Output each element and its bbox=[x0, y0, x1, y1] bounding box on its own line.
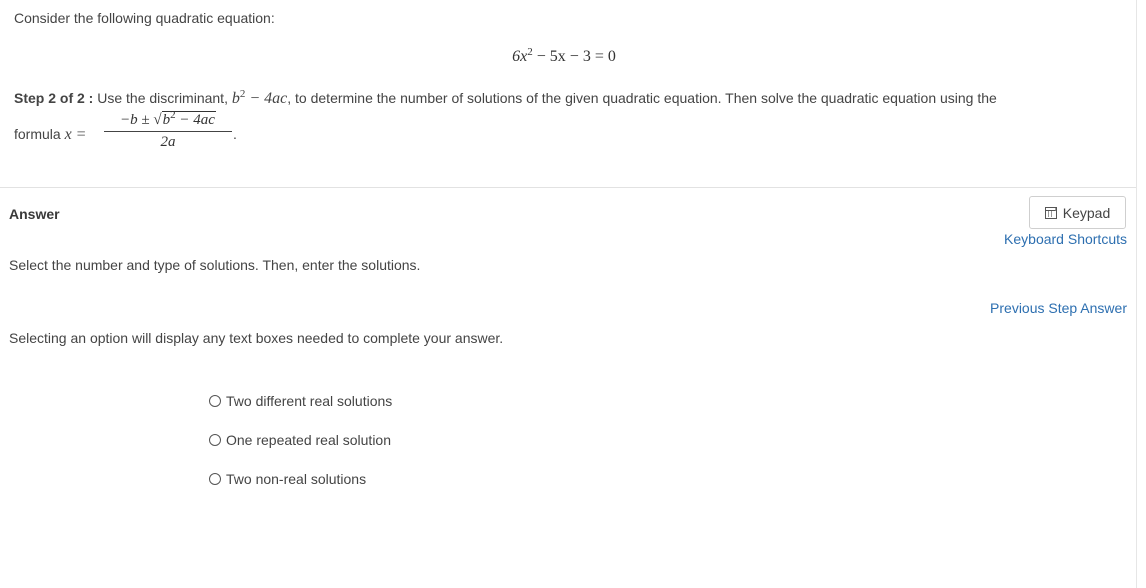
option-label: Two non-real solutions bbox=[226, 471, 367, 487]
radicand-rest: − 4ac bbox=[175, 112, 215, 128]
formula-label bbox=[14, 126, 86, 144]
step-text-after: , to determine the number of solutions of the given quadratic equation. Then solve the quadratic equation using the bbox=[287, 90, 997, 106]
formula-numerator bbox=[104, 109, 232, 132]
calculator-icon bbox=[1045, 207, 1057, 219]
keyboard-shortcuts-link[interactable]: Keyboard Shortcuts bbox=[1004, 231, 1127, 247]
square-root-radicand bbox=[162, 111, 216, 128]
radio-button[interactable] bbox=[209, 395, 221, 407]
numerator-lead: −b ± bbox=[120, 112, 154, 128]
radio-button[interactable] bbox=[209, 473, 221, 485]
formula-prefix: formula bbox=[14, 126, 65, 142]
option-label: One repeated real solution bbox=[226, 432, 391, 448]
step-text-before: Use the discriminant, bbox=[93, 90, 232, 106]
step-label: Step 2 of 2 : bbox=[14, 90, 94, 106]
discriminant-expression bbox=[232, 90, 287, 107]
option-one-repeated-real[interactable] bbox=[209, 431, 392, 449]
previous-step-answer-link[interactable]: Previous Step Answer bbox=[990, 300, 1127, 316]
square-root: $√b^2 - 4ac$ bbox=[153, 109, 215, 128]
step-instructions bbox=[14, 90, 997, 108]
question-intro: Consider the following quadratic equation: bbox=[14, 10, 275, 26]
formula-variable: x = bbox=[64, 126, 87, 143]
section-divider bbox=[0, 187, 1136, 188]
answer-instruction: Select the number and type of solutions. Then, enter the solutions. bbox=[9, 257, 421, 273]
right-border bbox=[1136, 0, 1137, 588]
denominator-text: 2a bbox=[160, 134, 176, 150]
quadratic-formula-fraction bbox=[104, 109, 232, 151]
discriminant-b: b bbox=[231, 90, 240, 107]
formula-denominator bbox=[104, 132, 232, 151]
discriminant-rest: − 4ac bbox=[245, 90, 288, 107]
formula-period: . bbox=[233, 126, 237, 142]
radicand-exponent: 2 bbox=[170, 109, 176, 121]
equation-exponent: 2 bbox=[527, 46, 533, 58]
answer-heading: Answer bbox=[9, 206, 60, 222]
equation-lead-term: 6x bbox=[512, 48, 528, 65]
answer-note: Selecting an option will display any text boxes needed to complete your answer. bbox=[9, 330, 504, 346]
option-label: Two different real solutions bbox=[226, 393, 393, 409]
equation-rest: − 5x − 3 = 0 bbox=[532, 48, 616, 65]
keypad-button[interactable] bbox=[1029, 196, 1126, 229]
radicand-b: b bbox=[162, 112, 171, 128]
keypad-label: Keypad bbox=[1062, 204, 1111, 221]
solution-options bbox=[209, 392, 392, 509]
discriminant-exponent: 2 bbox=[239, 88, 246, 100]
option-two-different-real[interactable] bbox=[209, 392, 392, 410]
option-two-non-real[interactable] bbox=[209, 470, 392, 488]
quadratic-equation bbox=[0, 48, 1128, 66]
radio-button[interactable] bbox=[209, 434, 221, 446]
